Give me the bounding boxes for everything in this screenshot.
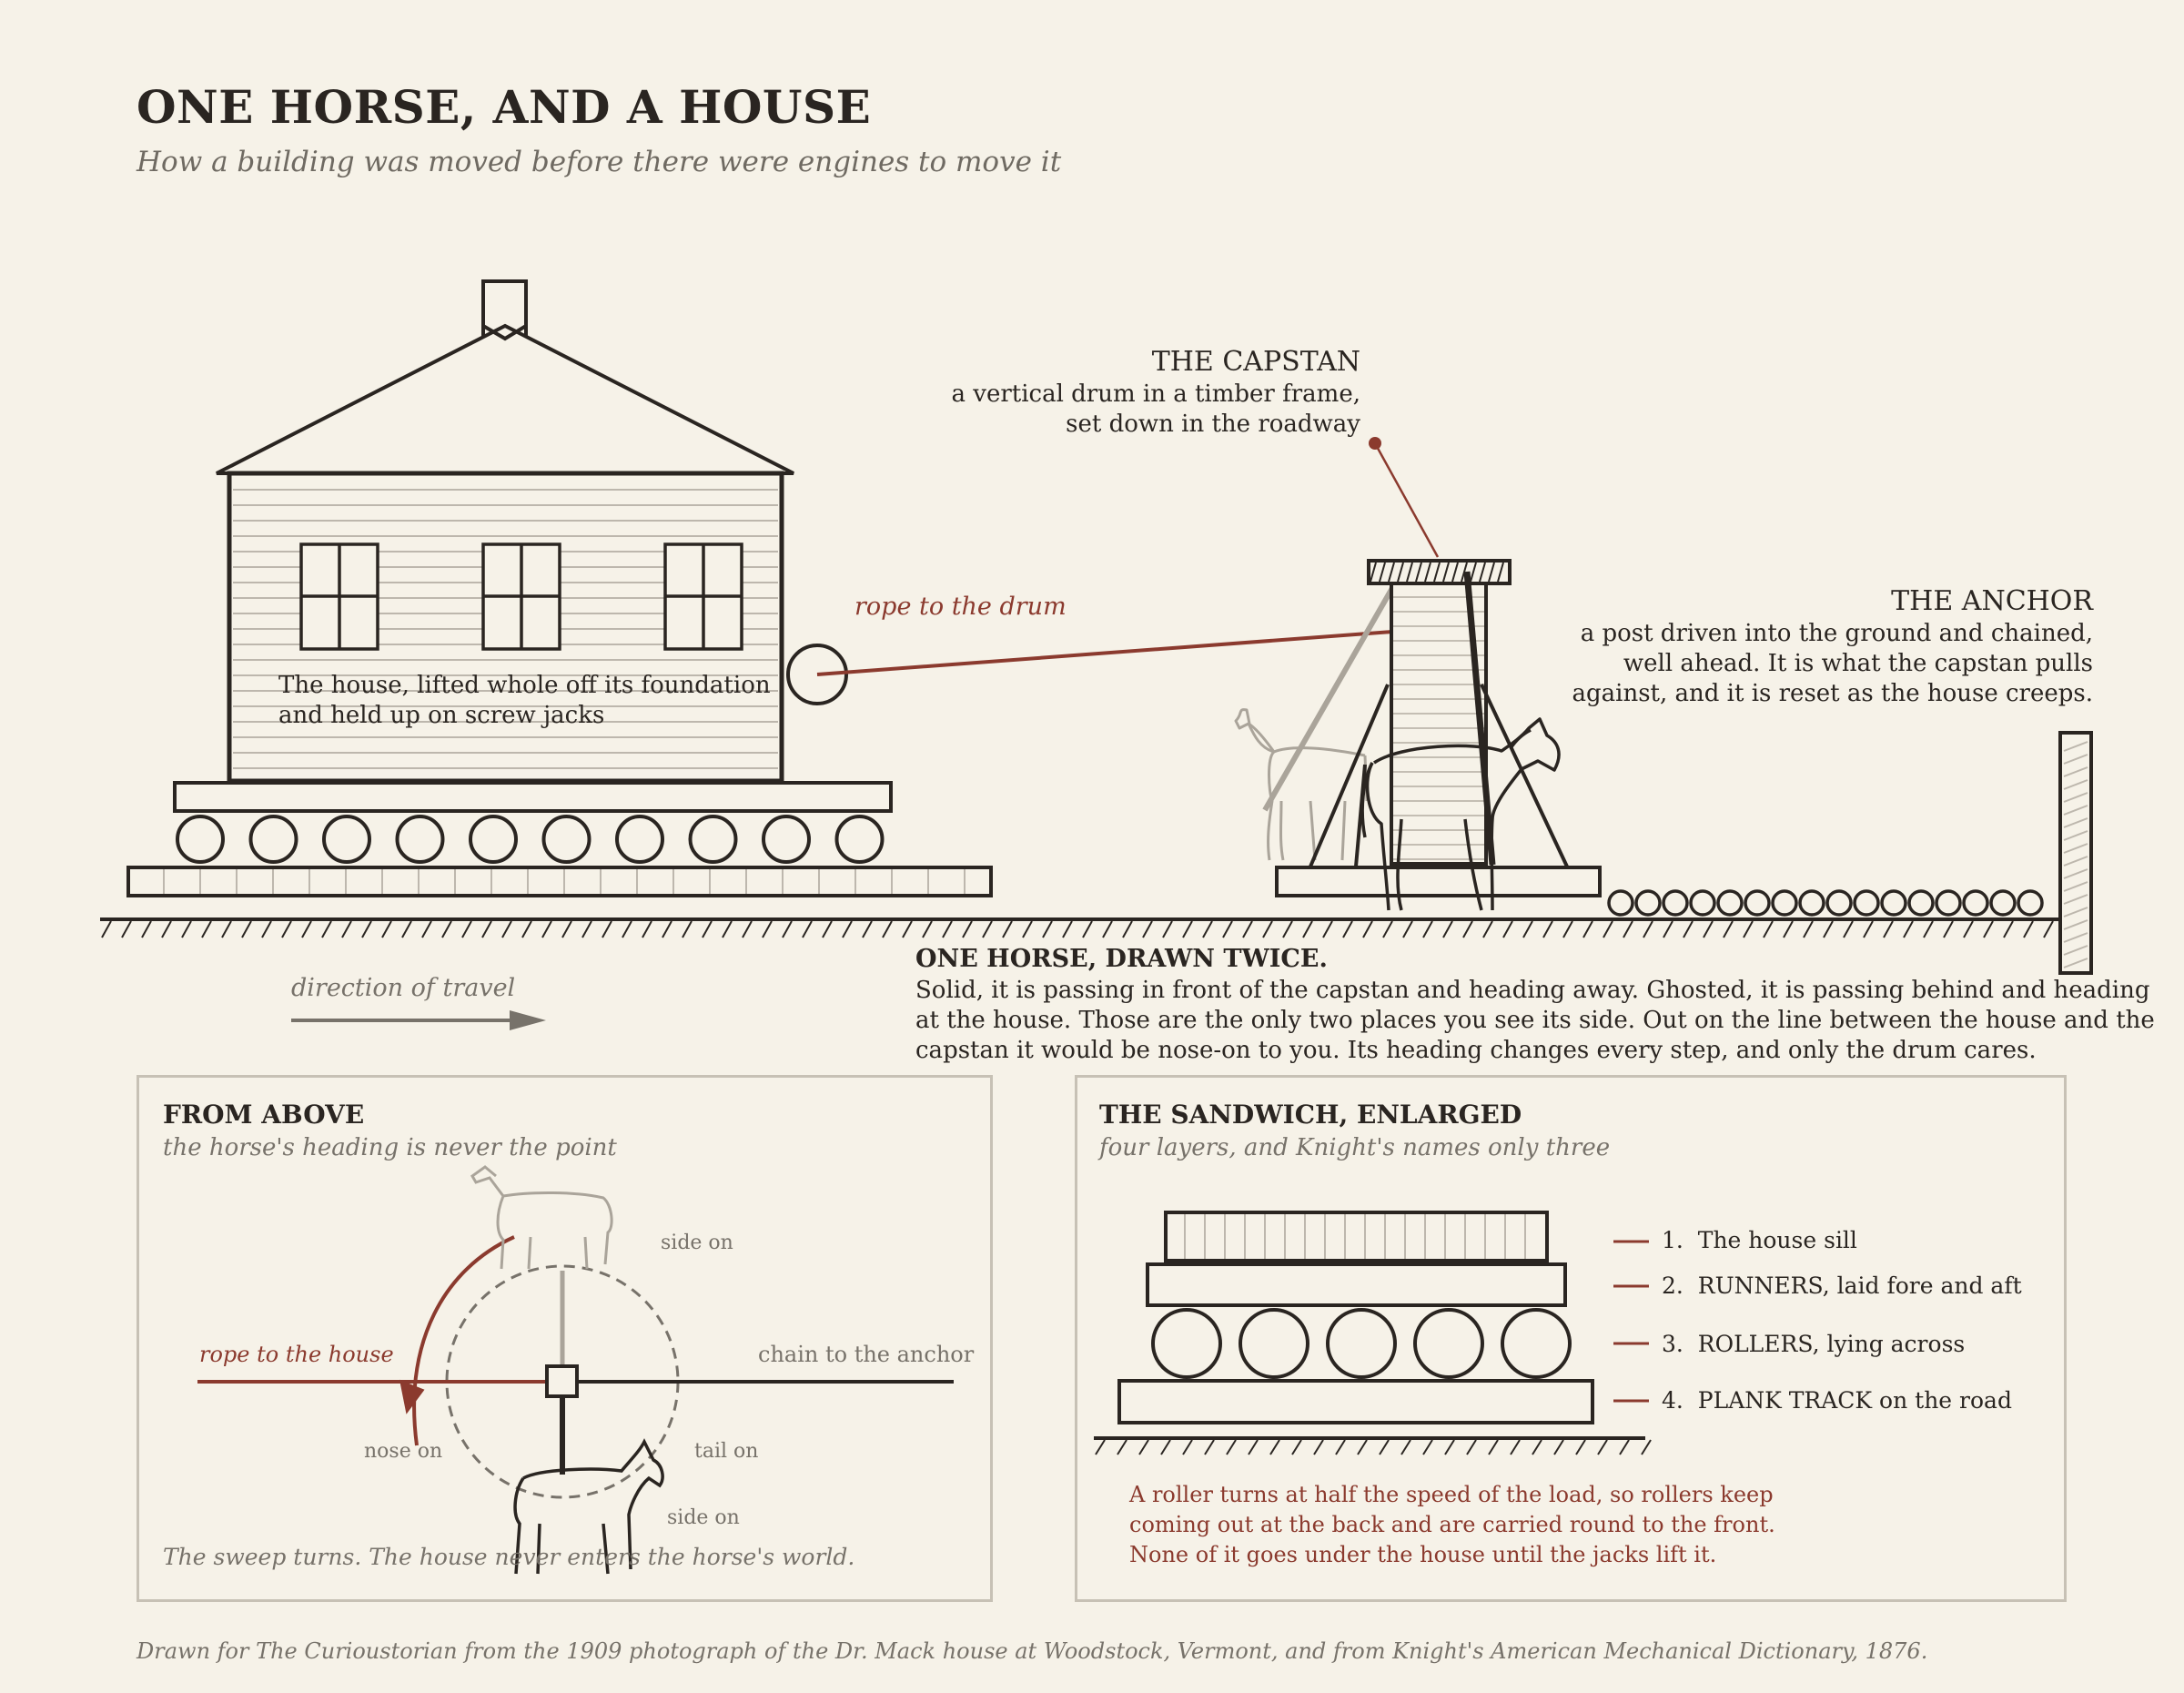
- roller: [1663, 891, 1687, 915]
- from-above-caption: The sweep turns. The house never enters the horse's world.: [163, 1544, 855, 1570]
- roller: [470, 816, 516, 862]
- anchor-text-line: well ahead. It is what the capstan pulls: [1623, 650, 2093, 677]
- horse-note-line: Solid, it is passing in front of the capstan and heading away. Ghosted, it is passing behind and heading: [915, 977, 2150, 1004]
- label-nose-on: nose on: [364, 1440, 443, 1463]
- sandwich-note: [1129, 1480, 1775, 1570]
- footer-credit: Drawn for The Curioustorian from the 1909 photograph of the Dr. Mack house at Woodstock, Vermont, and from Knight's American Mechanical Dictionary, 1876.: [136, 1638, 1928, 1664]
- layer-number: 2.: [1662, 1272, 1684, 1299]
- roller: [324, 816, 369, 862]
- capstan-callout: [951, 346, 1360, 440]
- label-side-bottom: side on: [667, 1506, 740, 1529]
- capstan-leader: [1375, 443, 1438, 557]
- layer-number: 3.: [1662, 1331, 1684, 1357]
- roller: [1800, 891, 1824, 915]
- sandwich-note-line: A roller turns at half the speed of the load, so rollers keep: [1129, 1482, 1774, 1507]
- sandwich-layer-4: [1662, 1385, 2012, 1415]
- horse-note-line: capstan it would be nose-on to you. Its heading changes every step, and only the drum cares.: [915, 1037, 2037, 1064]
- house-caption-line: The house, lifted whole off its foundation: [278, 672, 771, 699]
- roller: [617, 816, 662, 862]
- house-runner: [175, 783, 891, 811]
- roller: [177, 816, 223, 862]
- layer-label: The house sill: [1697, 1227, 1857, 1253]
- house-windows: [301, 544, 742, 649]
- roller: [1991, 891, 2015, 915]
- roller: [1609, 891, 1633, 915]
- house-rollers: [177, 816, 883, 862]
- anchor-callout: [1572, 585, 2094, 709]
- roller: [398, 816, 443, 862]
- roller: [1936, 891, 1960, 915]
- roller: [1502, 1310, 1570, 1377]
- roller: [1745, 891, 1769, 915]
- horse-note-heading: ONE HORSE, DRAWN TWICE.: [915, 945, 1328, 973]
- from-above-diagram: [139, 1078, 990, 1599]
- ghost-horse-above: [472, 1167, 612, 1269]
- label-side-top: side on: [661, 1232, 733, 1254]
- from-above-subheading: the horse's heading is never the point: [163, 1134, 617, 1161]
- sandwich-layer-2: [1662, 1271, 2022, 1301]
- sandwich-layer-1: [1662, 1225, 1857, 1255]
- sandwich-heading: THE SANDWICH, ENLARGED: [1099, 1100, 1522, 1130]
- roller: [2018, 891, 2042, 915]
- layer-number: 1.: [1662, 1227, 1684, 1253]
- roller: [1636, 891, 1660, 915]
- roller: [1153, 1310, 1220, 1377]
- house-caption: [278, 671, 771, 731]
- roller: [763, 816, 809, 862]
- house-caption-line: and held up on screw jacks: [278, 702, 605, 729]
- capstan-text-line: a vertical drum in a timber frame,: [951, 380, 1360, 408]
- roller: [1773, 891, 1796, 915]
- layer-number: 4.: [1662, 1387, 1684, 1414]
- page-subtitle: How a building was moved before there were engines to move it: [136, 146, 1062, 178]
- anchor-heading: THE ANCHOR: [1891, 585, 2093, 617]
- roller: [1240, 1310, 1308, 1377]
- label-rope-to-house: rope to the house: [199, 1342, 394, 1367]
- rope-line: [817, 632, 1392, 674]
- roller: [1855, 891, 1878, 915]
- roller: [837, 816, 883, 862]
- capstan-heading: THE CAPSTAN: [1151, 346, 1360, 378]
- house-plank-track: [128, 867, 991, 896]
- track-rollers: [1609, 891, 2042, 915]
- from-above-panel: [136, 1075, 993, 1602]
- sandwich-subheading: four layers, and Knight's names only three: [1099, 1134, 1611, 1161]
- anchor-text-line: a post driven into the ground and chained,: [1580, 620, 2093, 647]
- anchor-post: [2060, 733, 2091, 973]
- from-above-heading: FROM ABOVE: [163, 1100, 365, 1130]
- roller: [251, 816, 297, 862]
- roller: [544, 816, 590, 862]
- sandwich-note-line: coming out at the back and are carried round to the front.: [1129, 1512, 1775, 1537]
- capstan: [1277, 561, 1600, 896]
- layer-label: ROLLERS, lying across: [1697, 1331, 1966, 1357]
- horse-note: [915, 945, 2155, 1066]
- roller: [1964, 891, 1987, 915]
- ground-line: [100, 919, 2084, 938]
- anchor-text-line: against, and it is reset as the house creeps.: [1572, 680, 2093, 707]
- roller: [1328, 1310, 1395, 1377]
- roller: [1909, 891, 1933, 915]
- capstan-text-line: set down in the roadway: [1066, 411, 1360, 438]
- house-roof: [217, 281, 794, 473]
- label-chain: chain to the anchor: [758, 1342, 975, 1367]
- capstan-leader-dot: [1369, 437, 1381, 450]
- roller: [1415, 1310, 1482, 1377]
- label-tail-on: tail on: [694, 1440, 759, 1463]
- roller: [1882, 891, 1906, 915]
- ghost-horse: [1236, 710, 1367, 860]
- sandwich-note-line: None of it goes under the house until the jacks lift it.: [1129, 1542, 1717, 1567]
- direction-arrow: [291, 1010, 546, 1030]
- horse-note-line: at the house. Those are the only two places you see its side. Out on the line between the house and the: [915, 1007, 2155, 1034]
- roller: [1718, 891, 1742, 915]
- roller: [1827, 891, 1851, 915]
- layer-label: RUNNERS, laid fore and aft: [1697, 1272, 2022, 1299]
- ghost-sweep-arm: [1265, 588, 1392, 810]
- layer-label: PLANK TRACK on the road: [1697, 1387, 2012, 1414]
- sandwich-panel: [1075, 1075, 2067, 1602]
- page-title: ONE HORSE, AND A HOUSE: [136, 80, 872, 134]
- roller: [1691, 891, 1714, 915]
- sandwich-layer-3: [1662, 1329, 1965, 1359]
- direction-label: direction of travel: [291, 974, 516, 1002]
- roller: [691, 816, 736, 862]
- rope-label: rope to the drum: [854, 593, 1067, 621]
